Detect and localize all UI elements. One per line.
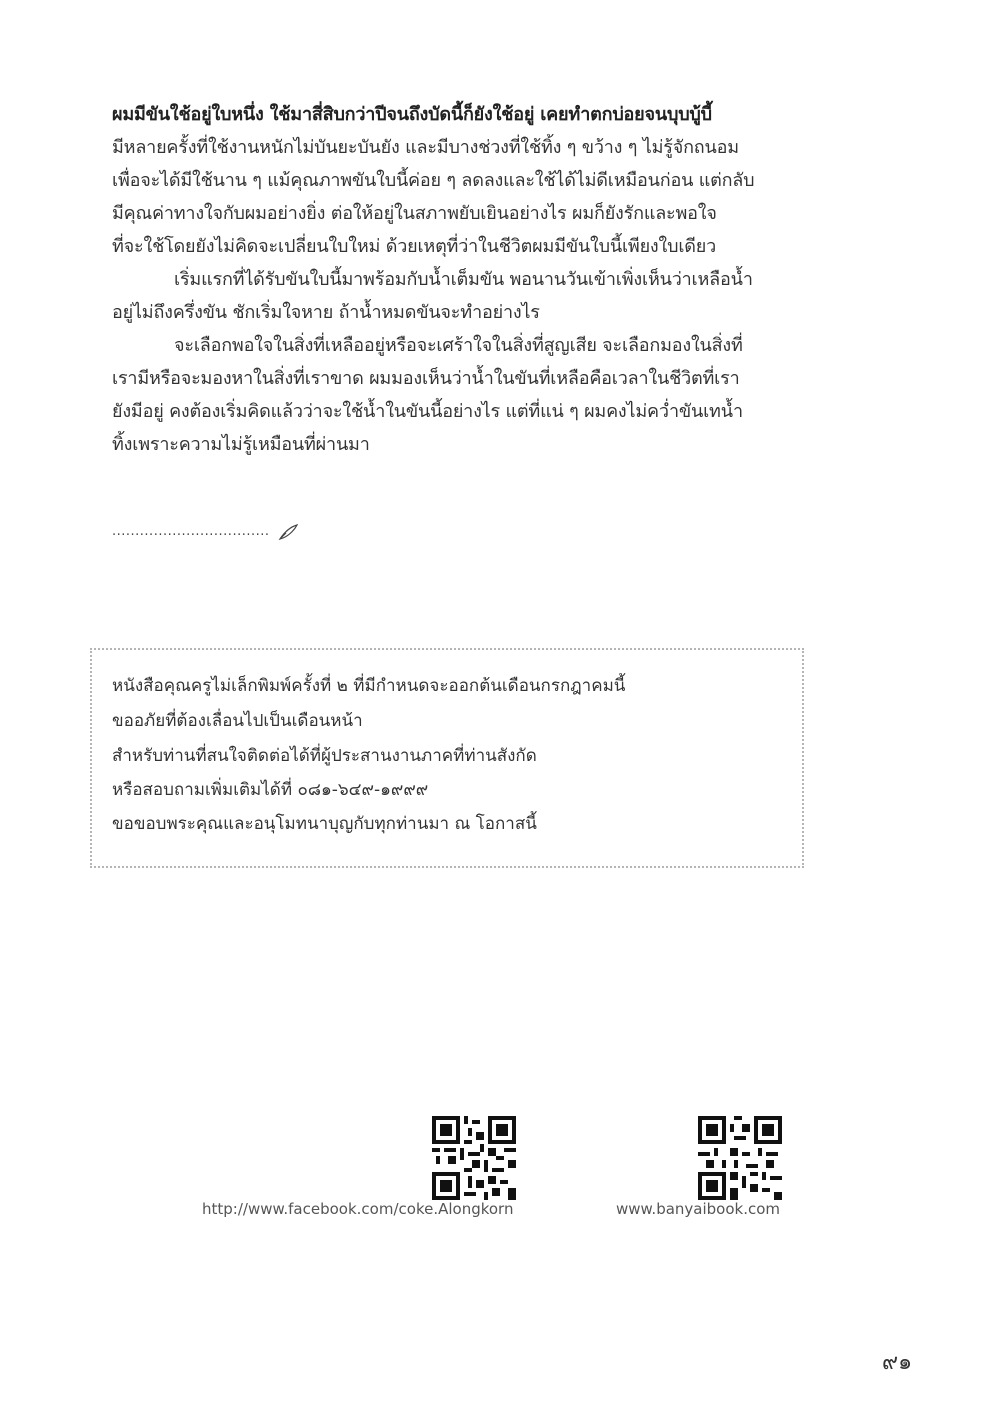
essay-line: ยังมีอยู่ คงต้องเริ่มคิดแล้วว่าจะใช้น้ำในขันนี้อย่างไร แต่ที่แน่ ๆ ผมคงไม่คว่ำขันเทน้ำ (112, 401, 743, 422)
facebook-qr-code-icon[interactable] (432, 1116, 516, 1200)
essay-line: ทิ้งเพราะความไม่รู้เหมือนที่ผ่านมา (112, 434, 370, 455)
essay-line: จะเลือกพอใจในสิ่งที่เหลืออยู่หรือจะเศร้าใจในสิ่งที่สูญเสีย จะเลือกมองในสิ่งที่ (174, 335, 743, 356)
page-number: ๙๑ (882, 1350, 913, 1375)
facebook-link[interactable]: http://www.facebook.com/coke.Alongkorn (202, 1200, 514, 1218)
announcement-line: หนังสือคุณครูไม่เล็กพิมพ์ครั้งที่ ๒ ที่มีกำหนดจะออกต้นเดือนกรกฎาคมนี้ (112, 676, 626, 696)
website-qr-code-icon[interactable] (698, 1116, 782, 1200)
essay-line: ที่จะใช้โดยยังไม่คิดจะเปลี่ยนใบใหม่ ด้วยเหตุที่ว่าในชีวิตผมมีขันใบนี้เพียงใบเดียว (112, 236, 717, 257)
essay-line: เรามีหรือจะมองหาในสิ่งที่เราขาด ผมมองเห็นว่าน้ำในขันที่เหลือคือเวลาในชีวิตที่เรา (112, 368, 740, 389)
announcement-line: หรือสอบถามเพิ่มเติมได้ที่ ๐๘๑-๖๔๙-๑๙๙๙ (112, 780, 429, 800)
announcement-line: สำหรับท่านที่สนใจติดต่อได้ที่ผู้ประสานงานภาคที่ท่านสังกัด (112, 746, 537, 766)
essay-line: ผมมีขันใช้อยู่ใบหนึ่ง ใช้มาสี่สิบกว่าปีจนถึงบัดนี้ก็ยังใช้อยู่ เคยทำตกบ่อยจนบุบบู้บี้ (112, 104, 712, 125)
signature-line (112, 516, 300, 540)
website-link[interactable]: www.banyaibook.com (616, 1200, 781, 1218)
essay-line: มีคุณค่าทางใจกับผมอย่างยิ่ง ต่อให้อยู่ในสภาพยับเยินอย่างไร ผมก็ยังรักและพอใจ (112, 203, 717, 224)
pen-signature-icon (278, 518, 300, 542)
essay-line: เริ่มแรกที่ได้รับขันใบนี้มาพร้อมกับน้ำเต็มขัน พอนานวันเข้าเพิ่งเห็นว่าเหลือน้ำ (174, 269, 753, 290)
essay-line: เพื่อจะได้มีใช้นาน ๆ แม้คุณภาพขันใบนี้ค่อย ๆ ลดลงและใช้ได้ไม่ดีเหมือนก่อน แต่กลับ (112, 170, 755, 191)
essay-line: อยู่ไม่ถึงครึ่งขัน ชักเริ่มใจหาย ถ้าน้ำหมดขันจะทำอย่างไร (112, 302, 540, 323)
announcement-box (90, 648, 804, 868)
essay-line: มีหลายครั้งที่ใช้งานหนักไม่บันยะบันยัง และมีบางช่วงที่ใช้ทิ้ง ๆ ขว้าง ๆ ไม่รู้จักถนอม (112, 137, 739, 158)
essay-body (112, 98, 792, 461)
signature-dots: .................................. (112, 524, 270, 539)
announcement-line: ขอขอบพระคุณและอนุโมทนาบุญกับทุกท่านมา ณ โอกาสนี้ (112, 814, 537, 834)
announcement-line: ขออภัยที่ต้องเลื่อนไปเป็นเดือนหน้า (112, 711, 363, 731)
